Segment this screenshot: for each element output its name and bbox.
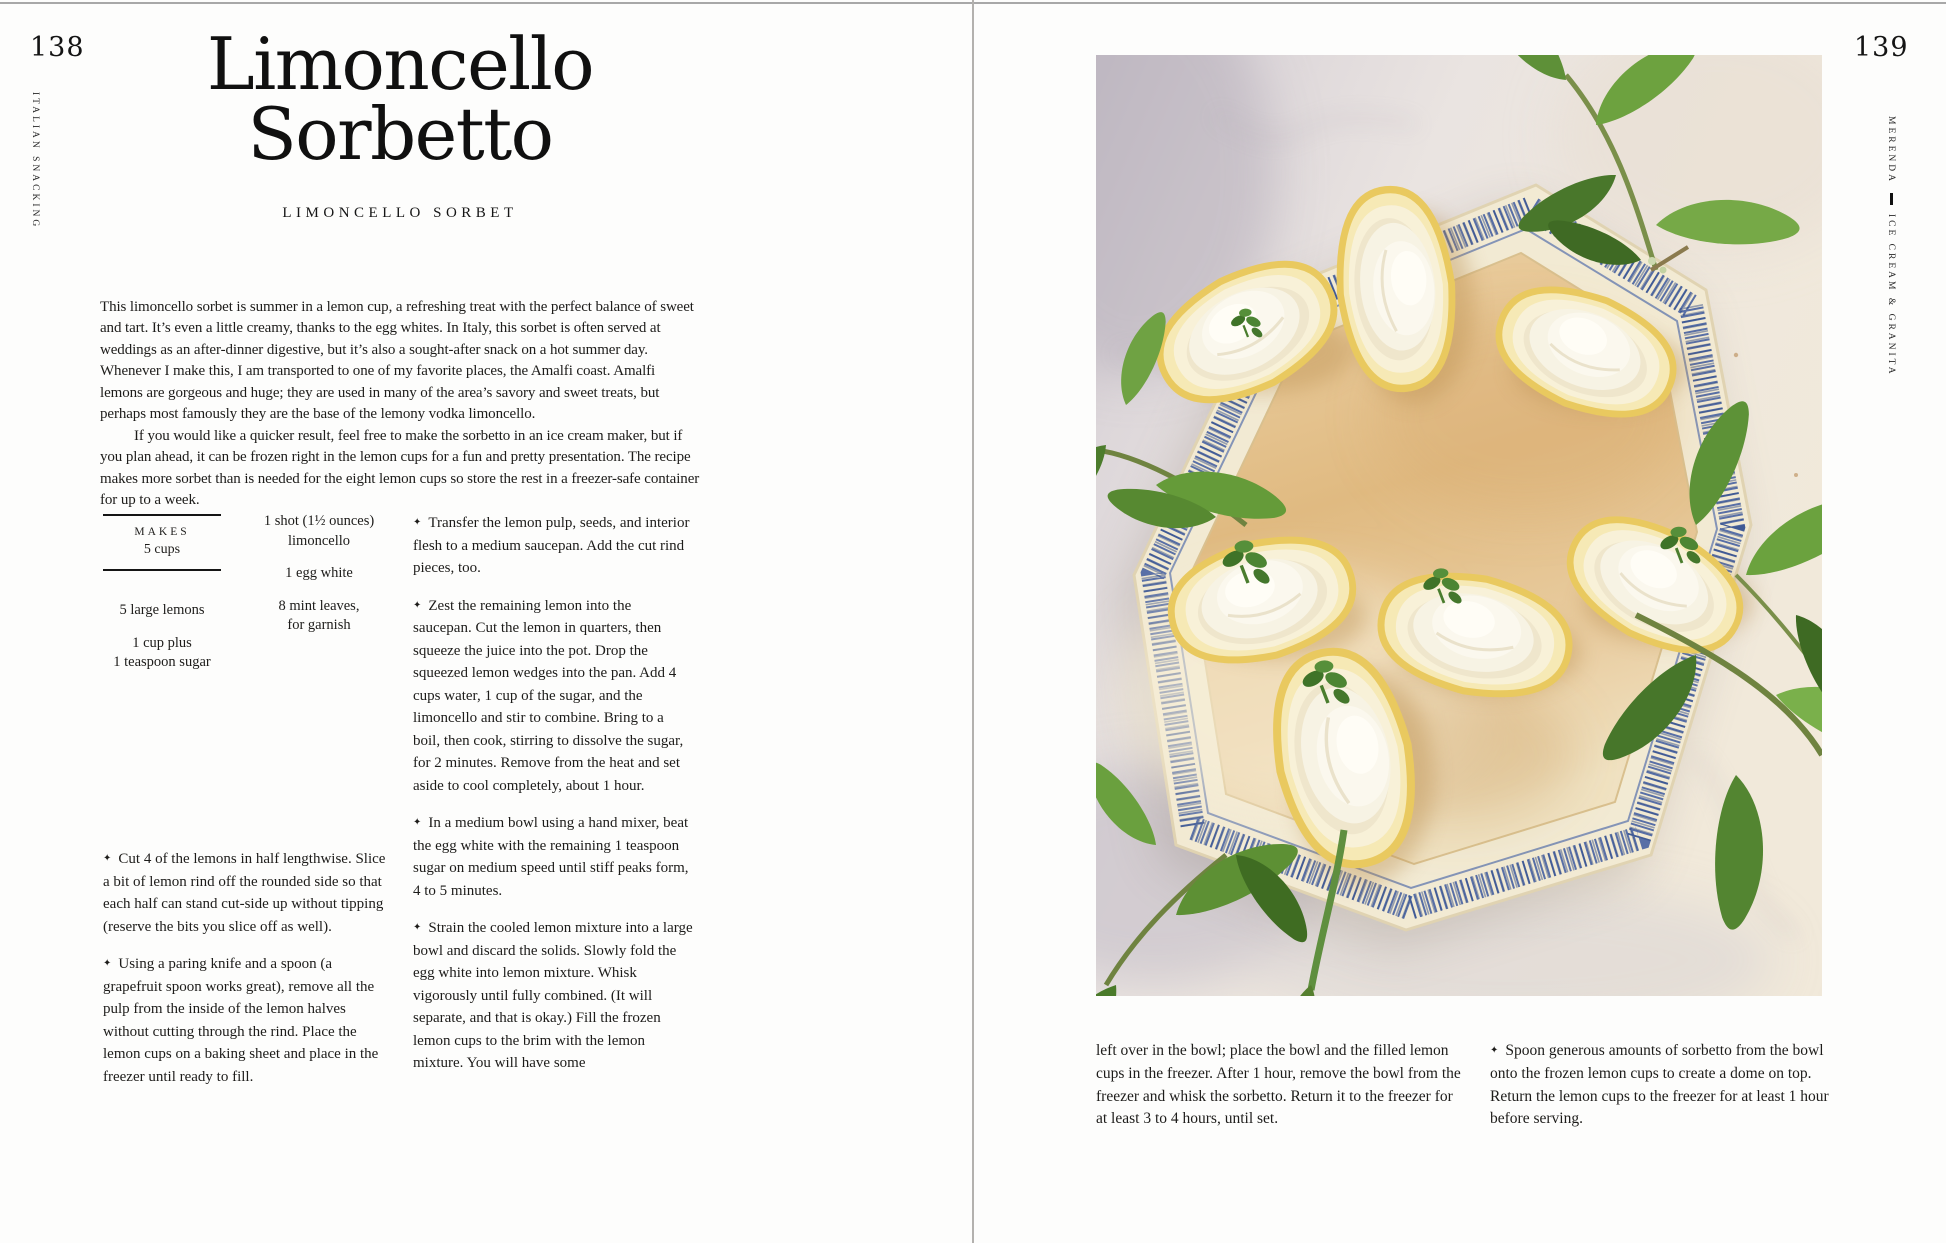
recipe-step <box>413 595 693 798</box>
ingredient-line: 1 teaspoon sugar <box>113 654 211 671</box>
makes-box <box>103 514 221 571</box>
page-number-right: 139 <box>1854 32 1909 63</box>
continuation-text: left over in the bowl; place the bowl and the filled lemon cups in the freezer. After 1 hour, remove the bowl from the freezer and whisk the sorbetto. Return it to the freezer for at least 3 to 4 hours, until set. <box>1096 1042 1461 1128</box>
ingredient <box>243 512 395 551</box>
intro-paragraph: This limoncello sorbet is summer in a lemon cup, a refreshing treat with the perfect balance of sweet and tart. It’s even a little creamy, thanks to the egg whites. In Italy, this sorbet is often served at weddings as an after-dinner digestive, but it’s also a sought-after snack on a hot summer day. Whenever I make this, I am transported to one of my favorite places, the Amalfi coast. Amalfi lemons are gorgeous and huge; they are used in many of the area’s savory and sweet treats, but perhaps most famously they are the base of the lemony vodka limoncello. <box>100 299 694 423</box>
step-text: Cut 4 of the lemons in half lengthwise. Slice a bit of lemon rind off the rounded side so that each half can stand cut-side up without tipping (reserve the bits you slice off as well). <box>103 851 386 935</box>
edge-label-left: ITALIAN SNACKING <box>30 92 40 230</box>
ingredients-column-1 <box>85 601 239 686</box>
makes-label: MAKES <box>134 526 190 538</box>
ingredient <box>243 597 395 636</box>
recipe-photo <box>1096 55 1822 996</box>
recipe-step <box>103 953 387 1088</box>
recipe-title-line1: Limoncello <box>206 22 594 106</box>
step-text: Spoon generous amounts of sorbetto from the bowl onto the frozen lemon cups to create a dome on top. Return the lemon cups to the freezer for at least 1 hour before serving. <box>1490 1042 1829 1128</box>
recipe-title-line2: Sorbetto <box>247 91 553 176</box>
diamond-bullet-icon: ✦ <box>413 599 422 611</box>
makes-rule-top <box>103 514 221 516</box>
ingredient-line: 1 shot (1½ ounces) <box>263 513 375 529</box>
steps-column-1 <box>103 848 387 1103</box>
step-text: Transfer the lemon pulp, seeds, and interior flesh to a medium saucepan. Add the cut rind pieces, too. <box>413 515 690 576</box>
ingredient-line: 1 cup plus <box>132 634 192 651</box>
recipe-step <box>413 512 693 580</box>
page-number-left: 138 <box>30 32 85 63</box>
final-step-column <box>1490 1040 1835 1131</box>
intro-paragraph: If you would like a quicker result, feel free to make the sorbetto in an ice cream maker, but if you plan ahead, it can be frozen right in the lemon cups for a fun and pretty presentation. The recipe makes more sorbet than is needed for the eight lemon cups so store the rest in a freezer-safe container for up to a week. <box>100 427 700 508</box>
ingredient <box>85 634 239 673</box>
ingredient <box>85 601 239 621</box>
step-text: Using a paring knife and a spoon (a grapefruit spoon works great), remove all the pulp from the inside of the lemon halves without cutting through the rind. Place the lemon cups on a baking sheet and place in the freezer until ready to fill. <box>103 956 379 1085</box>
diamond-bullet-icon: ✦ <box>103 853 112 864</box>
ingredient-line: 8 mint leaves, <box>278 597 360 614</box>
ingredient-line: 5 large lemons <box>119 602 205 618</box>
diamond-bullet-icon: ✦ <box>103 958 112 969</box>
diamond-bullet-icon: ✦ <box>413 922 422 933</box>
continuation-column <box>1096 1040 1464 1131</box>
recipe-step <box>413 812 693 902</box>
edge-label-section: MERENDA <box>1886 116 1896 184</box>
diamond-bullet-icon: ✦ <box>413 517 422 528</box>
recipe-step <box>1490 1040 1835 1131</box>
page-gutter <box>972 0 974 1243</box>
step-text: Zest the remaining lemon into the saucepan. Cut the lemon in quarters, then squeeze the juice into the pot. Drop the squeezed lemon wedges into the pan. Add 4 cups water, 1 cup of the sugar, and the limoncello and stir to combine. Bring to a boil, then cook, stirring to dissolve the sugar, for 2 minutes. Remove from the heat and set aside to cool completely, about 1 hour. <box>413 597 684 794</box>
ingredient-line: limoncello <box>287 532 350 549</box>
makes-rule-bottom <box>103 569 221 571</box>
step-text: Strain the cooled lemon mixture into a large bowl and discard the solids. Slowly fold the egg white into lemon mixture. Whisk vigorously until fully combined. (It will separate, and that is okay.) Fill the frozen lemon cups to the brim with the lemon mixture. You will have some <box>413 920 693 1071</box>
makes-value: 5 cups <box>143 542 181 557</box>
recipe-step <box>103 848 387 938</box>
recipe-step <box>413 917 693 1075</box>
edge-label-right <box>1886 116 1896 377</box>
diamond-bullet-icon: ✦ <box>413 817 422 828</box>
steps-column-2 <box>413 512 693 1090</box>
recipe-subtitle: LIMONCELLO SORBET <box>282 205 518 221</box>
recipe-title <box>110 22 690 176</box>
ingredient-line: 1 egg white <box>285 565 353 582</box>
ingredient-line: for garnish <box>287 617 351 634</box>
edge-label-divider <box>1890 193 1893 205</box>
diamond-bullet-icon: ✦ <box>1490 1045 1499 1056</box>
ingredient <box>243 564 395 584</box>
edge-label-chapter: ICE CREAM & GRANITA <box>1886 213 1896 377</box>
recipe-intro <box>100 297 700 511</box>
step-text: In a medium bowl using a hand mixer, beat the egg white with the remaining 1 teaspoon sugar on medium speed until stiff peaks form, 4 to 5 minutes. <box>413 815 689 899</box>
ingredients-column-2 <box>243 512 395 649</box>
